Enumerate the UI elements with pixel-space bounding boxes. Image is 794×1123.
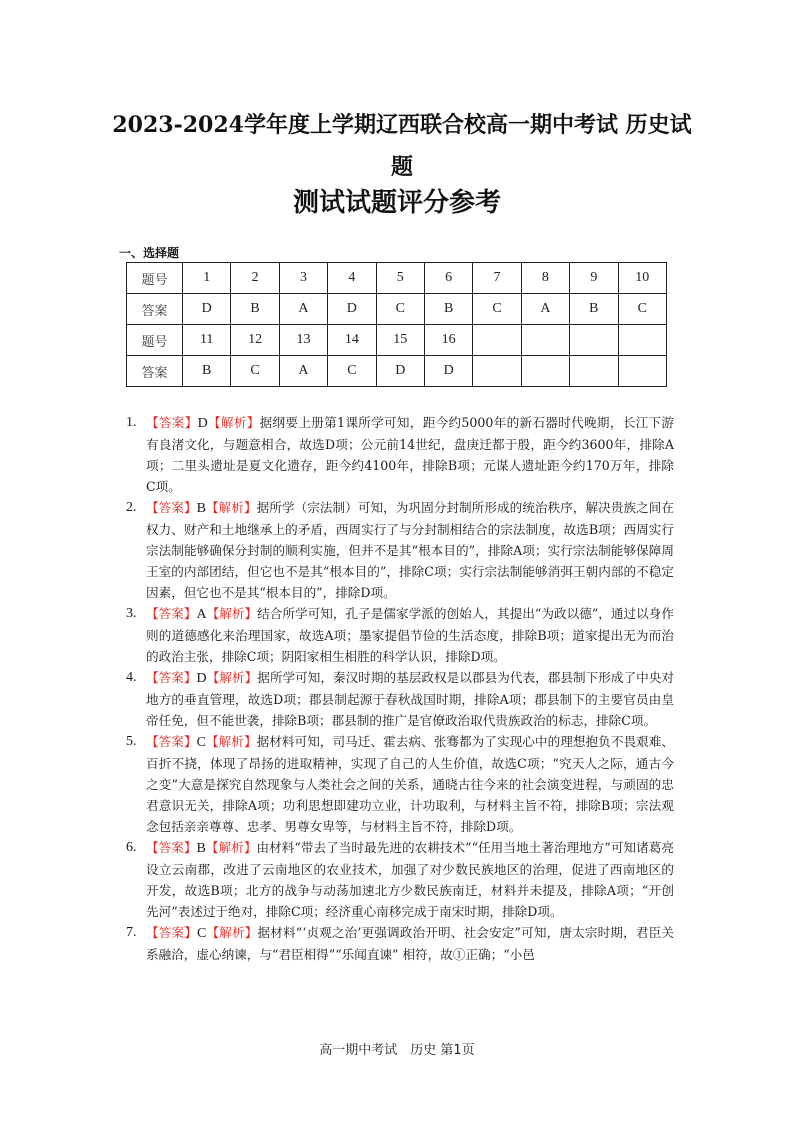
table-cell: A [279, 356, 327, 387]
table-cell: 13 [279, 325, 327, 356]
table-cell: D [183, 294, 231, 325]
table-cell: B [183, 356, 231, 387]
explanation-item [126, 837, 674, 922]
table-row [127, 356, 667, 387]
explanation-item [126, 412, 674, 497]
answer-letter: B [196, 501, 206, 516]
table-cell: C [231, 356, 279, 387]
table-row [127, 263, 667, 294]
item-number: 6. [126, 840, 137, 855]
explanations-list [126, 412, 674, 965]
page-subtitle: 测试试题评分参考 [292, 188, 501, 218]
answer-tag: 【答案】 [146, 734, 197, 749]
table-cell: C [328, 356, 376, 387]
table-cell: D [376, 356, 424, 387]
item-number: 3. [126, 606, 137, 621]
analysis-tag: 【解析】 [205, 840, 257, 855]
analysis-tag: 【解析】 [206, 606, 258, 621]
table-cell [570, 356, 618, 387]
page-footer: 高一期中考试 历史 第1页 [319, 1043, 475, 1058]
analysis-text: 据材料“‘贞观之治’更强调政治开明、社会安定”可知，唐太宗时期，君臣关系融洽，虚心纳谏，与“君臣相得”“乐闻直谏” 相符，故①正确；“小邑 [146, 925, 675, 962]
explanation-item [126, 667, 674, 731]
table-cell [521, 325, 569, 356]
item-number: 1. [126, 415, 137, 430]
answer-letter: D [196, 671, 207, 686]
row-label: 答案 [127, 356, 183, 387]
table-cell: 7 [473, 263, 521, 294]
table-cell: C [376, 294, 424, 325]
answer-tag: 【答案】 [146, 606, 197, 621]
item-number: 7. [126, 925, 137, 940]
table-cell [473, 325, 521, 356]
analysis-tag: 【解析】 [205, 500, 257, 515]
analysis-tag: 【解析】 [205, 734, 257, 749]
row-label: 答案 [127, 294, 183, 325]
answer-tag: 【答案】 [146, 840, 197, 855]
table-cell: 3 [279, 263, 327, 294]
answer-tag: 【答案】 [146, 925, 198, 940]
answer-tag: 【答案】 [146, 415, 198, 430]
analysis-text: 据所学（宗法制）可知，为巩固分封制所形成的统治秩序，解决贵族之间在权力、财产和土地继承上的矛盾，西周实行了与分封制相结合的宗法制度，故选B项；西周实行宗法制能够确保分封制的顺利实施，但并不是其“根本目的”，排除A项；实行宗法制能够保障周王室的内部团结，但它也不是其“根本目的”，排除C项；实行宗法制能够消弭王朝内部的不稳定因素，但它也不是其“根本目的”，排除D项。 [146, 500, 675, 600]
table-cell [618, 356, 666, 387]
explanation-item [126, 922, 674, 965]
analysis-text: 据纲要上册第1课所学可知，距今约5000年的新石器时代晚期，长江下游有良渚文化，与题意相合，故选D项；公元前14世纪，盘庚迁都于殷，距今约3600年，排除A项；二里头遗址是夏文化遗存，距今约4100年，排除B项；元谋人遗址距今约170万年，排除C项。 [146, 415, 675, 494]
table-cell: 12 [231, 325, 279, 356]
analysis-tag: 【解析】 [207, 415, 260, 430]
table-cell: A [521, 294, 569, 325]
answer-letter: B [196, 841, 206, 856]
explanation-item [126, 497, 674, 603]
analysis-tag: 【解析】 [206, 670, 258, 685]
table-cell: 5 [376, 263, 424, 294]
table-cell: 16 [424, 325, 472, 356]
table-cell: 10 [618, 263, 666, 294]
answer-letter: C [197, 926, 207, 941]
table-cell: 11 [183, 325, 231, 356]
analysis-text: 据所学可知，秦汉时期的基层政权是以郡县为代表，郡县制下形成了中央对地方的垂直管理，故选D项；郡县制起源于春秋战国时期，排除A项；郡县制下的主要官员由皇帝任免，但不能世袭，排除B项；郡县制的推广是官僚政治取代贵族政治的标志，排除C项。 [146, 670, 675, 728]
table-row [127, 325, 667, 356]
row-label: 题号 [127, 263, 183, 294]
table-cell: 2 [231, 263, 279, 294]
table-cell [473, 356, 521, 387]
table-row [127, 294, 667, 325]
table-cell [570, 325, 618, 356]
item-number: 5. [126, 734, 137, 749]
row-label: 题号 [127, 325, 183, 356]
table-cell [618, 325, 666, 356]
table-cell: 8 [521, 263, 569, 294]
section-heading: 一、选择题 [119, 246, 180, 260]
table-cell: D [424, 356, 472, 387]
answer-letter: D [197, 416, 208, 431]
answer-letter: C [196, 735, 206, 750]
analysis-text: 由材料“带去了当时最先进的农耕技术”“任用当地土著治理地方”可知诸葛亮设立云南郡，改进了云南地区的农业技术，加强了对少数民族地区的治理，促进了西南地区的开发，故选B项；北方的战争与动荡加速北方少数民族南迁，材料并未提及，排除A项；“开创先河”表述过于绝对，排除C项；经济重心南移完成于南宋时期，排除D项。 [146, 840, 675, 919]
table-cell: 15 [376, 325, 424, 356]
analysis-text: 据材料可知，司马迁、霍去病、张骞都为了实现心中的理想抱负不畏艰难、百折不挠，体现了昂扬的进取精神，实现了自己的人生价值，故选C项；“究天人之际，通古今之变”大意是探究自然现象与人类社会之间的关系，通晓古往今来的社会演变进程，与顽固的忠君意识无关，排除A项；功利思想即建功立业，计功取利，与材料主旨不符，排除B项；宗法观念包括亲亲尊尊、忠孝、男尊女卑等，与材料主旨不符，排除D项。 [146, 734, 675, 834]
table-cell: B [570, 294, 618, 325]
table-cell: 6 [424, 263, 472, 294]
exam-title: 2023-2024学年度上学期辽西联合校高一期中考试 历史试题 [112, 112, 692, 180]
table-cell: C [473, 294, 521, 325]
table-cell: 1 [183, 263, 231, 294]
analysis-text: 结合所学可知，孔子是儒家学派的创始人，其提出“为政以德”，通过以身作则的道德感化来治理国家，故选A项；墨家提倡节俭的生活态度，排除B项；道家提出无为而治的政治主张，排除C项；阴阳家相生相胜的科学认识，排除D项。 [146, 606, 675, 664]
table-cell: 9 [570, 263, 618, 294]
explanation-item [126, 731, 674, 837]
answer-letter: A [196, 607, 207, 622]
answer-key-table [126, 262, 667, 387]
analysis-tag: 【解析】 [206, 925, 258, 940]
table-cell: B [424, 294, 472, 325]
table-cell: A [279, 294, 327, 325]
answer-tag: 【答案】 [146, 670, 197, 685]
table-cell: D [328, 294, 376, 325]
answer-tag: 【答案】 [146, 500, 197, 515]
table-cell: C [618, 294, 666, 325]
table-cell [521, 356, 569, 387]
item-number: 2. [126, 500, 137, 515]
table-cell: B [231, 294, 279, 325]
explanation-item [126, 603, 674, 667]
table-cell: 4 [328, 263, 376, 294]
table-cell: 14 [328, 325, 376, 356]
item-number: 4. [126, 670, 137, 685]
